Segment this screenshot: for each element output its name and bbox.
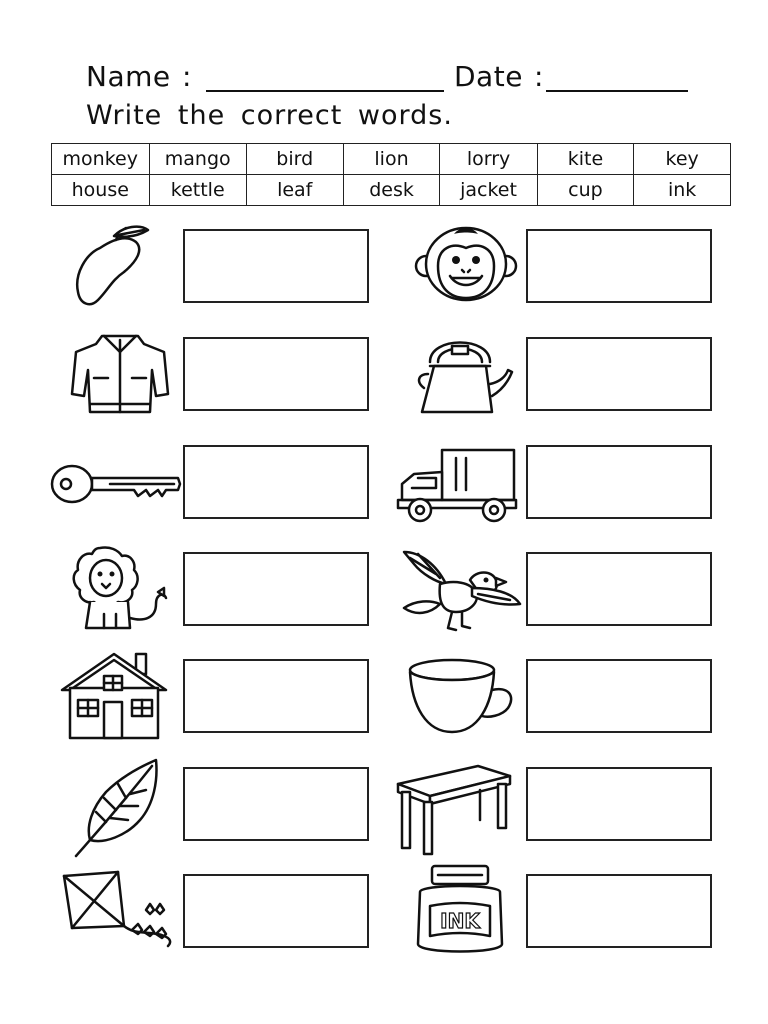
word-cell: jacket (440, 175, 537, 206)
answer-box-ink[interactable] (526, 874, 712, 948)
jacket-icon (64, 330, 176, 418)
answer-box-mango[interactable] (183, 229, 369, 303)
answer-box-desk[interactable] (526, 767, 712, 841)
word-cell: bird (246, 144, 343, 175)
word-cell: kettle (149, 175, 246, 206)
answer-box-lion[interactable] (183, 552, 369, 626)
name-field[interactable] (206, 90, 444, 92)
answer-box-leaf[interactable] (183, 767, 369, 841)
word-bank-row (52, 144, 731, 175)
desk-icon (394, 756, 506, 844)
word-cell: ink (634, 175, 731, 206)
answer-box-bird[interactable] (526, 552, 712, 626)
kettle-icon (410, 326, 522, 414)
cup-icon (406, 656, 518, 744)
word-cell: desk (343, 175, 440, 206)
word-cell: house (52, 175, 150, 206)
date-colon: : (534, 60, 544, 93)
ink-icon (410, 862, 522, 950)
lorry-icon (396, 440, 508, 528)
word-bank-row (52, 175, 731, 206)
answer-box-house[interactable] (183, 659, 369, 733)
word-cell: leaf (246, 175, 343, 206)
ink-label: INK (440, 909, 480, 933)
answer-box-cup[interactable] (526, 659, 712, 733)
mango-icon (64, 222, 176, 310)
instruction-text: Write the correct words. (86, 100, 453, 131)
date-label: Date (454, 60, 523, 93)
answer-box-monkey[interactable] (526, 229, 712, 303)
word-cell: kite (537, 144, 634, 175)
date-field[interactable] (546, 90, 688, 92)
answer-box-kite[interactable] (183, 874, 369, 948)
monkey-icon (410, 222, 522, 310)
word-cell: lion (343, 144, 440, 175)
answer-box-kettle[interactable] (526, 337, 712, 411)
word-cell: monkey (52, 144, 150, 175)
header (86, 60, 706, 100)
leaf-icon (72, 756, 184, 844)
answer-box-lorry[interactable] (526, 445, 712, 519)
house-icon (58, 650, 170, 738)
answer-box-key[interactable] (183, 445, 369, 519)
key-icon (50, 440, 162, 528)
word-cell: cup (537, 175, 634, 206)
lion-icon (60, 544, 172, 632)
name-colon: : (182, 60, 192, 93)
word-cell: lorry (440, 144, 537, 175)
bird-icon (400, 544, 512, 632)
answer-box-jacket[interactable] (183, 337, 369, 411)
name-label: Name (86, 60, 171, 93)
kite-icon (60, 866, 172, 954)
word-cell: mango (149, 144, 246, 175)
word-cell: key (634, 144, 731, 175)
word-bank-table (51, 143, 731, 206)
